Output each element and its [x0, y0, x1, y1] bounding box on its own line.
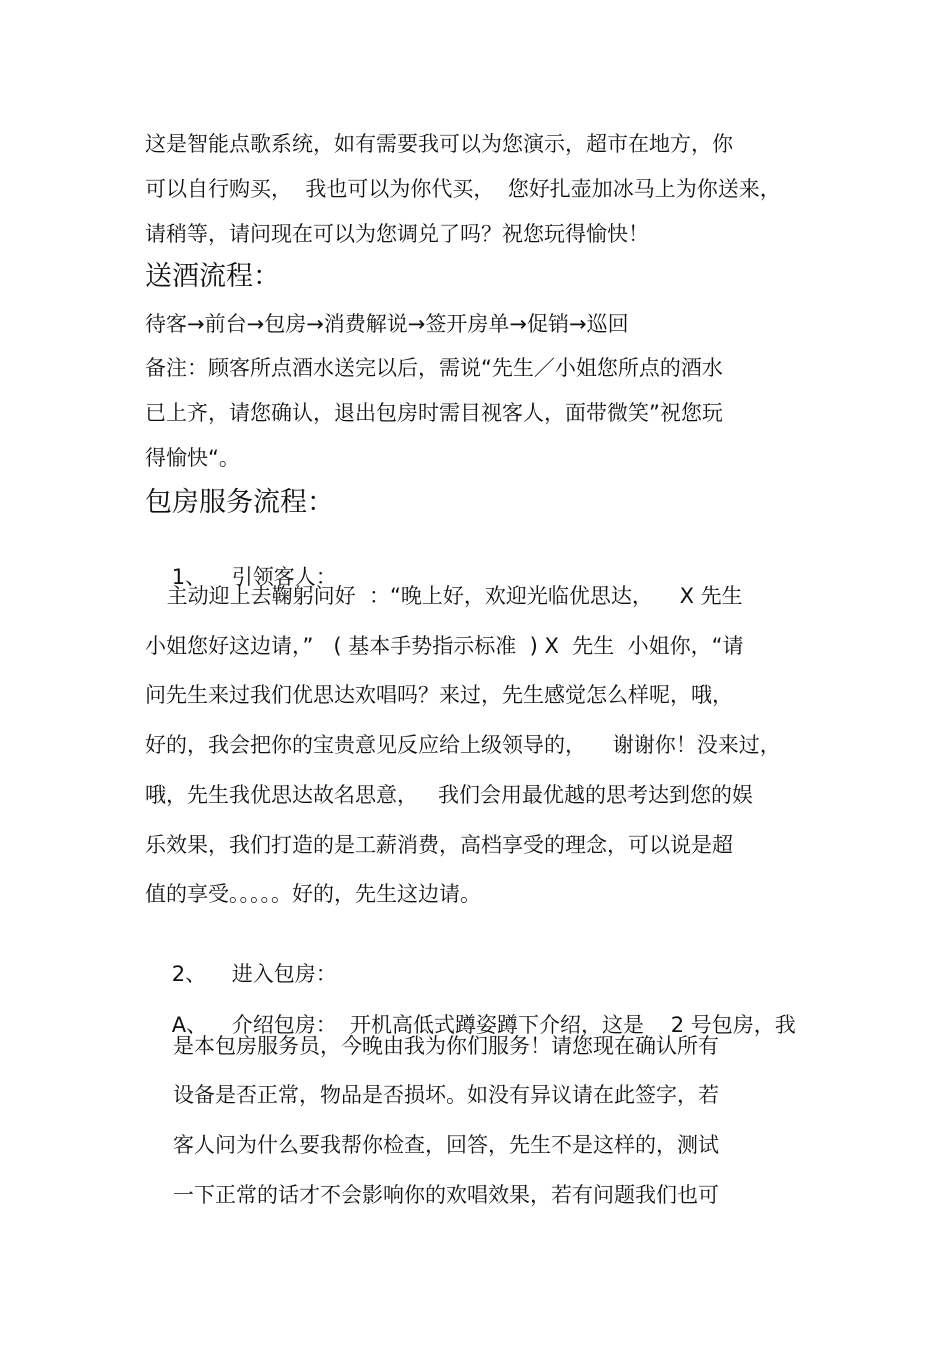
intro-line: 请稍等，请问现在可以为您调兑了吗？祝您玩得愉快！ [145, 222, 649, 246]
step1-line: 小姐您好这边请，” ( 基本手势指示标准 ) X 先生 小姐你，“请 [145, 634, 744, 658]
step1-number: 1、 [171, 565, 207, 589]
step2-number: 2、 [171, 962, 207, 986]
step2-title: 进入包房： [231, 962, 337, 986]
wine-delivery-flow: 待客→前台→包房→消费解说→签开房单→促销→巡回 [145, 312, 629, 336]
step1-line: 问先生来过我们优思达欢唱吗？来过，先生感觉怎么样呢，哦， [145, 683, 733, 707]
step2a-line: 客人问为什么要我帮你检查，回答，先生不是这样的，测试 [173, 1133, 719, 1157]
wine-delivery-heading: 送酒流程： [145, 261, 280, 292]
intro-line: 这是智能点歌系统，如有需要我可以为您演示，超市在地方，你 [145, 132, 733, 156]
step1-line: 乐效果，我们打造的是工薪消费，高档享受的理念，可以说是超 [145, 833, 733, 857]
wine-delivery-note-line: 得愉快“。 [145, 446, 240, 470]
step1-line: 哦，先生我优思达故名思意， 我们会用最优越的思考达到您的娱 [145, 783, 754, 807]
room-service-heading: 包房服务流程： [145, 487, 334, 518]
step1-line: 主动迎上去鞠躬问好 ：“晚上好，欢迎光临优思达， X 先生 [160, 584, 743, 608]
step1-line: 值的享受。。。。。好的，先生这边请。 [145, 882, 481, 906]
step1-line: 好的，我会把你的宝贵意见反应给上级领导的， 谢谢你！没来过， [145, 733, 781, 757]
wine-delivery-note-line: 已上齐，请您确认，退出包房时需目视客人，面带微笑”祝您玩 [145, 401, 723, 425]
step2a-text: 介绍包房： 开机高低式蹲姿蹲下介绍，这是 2 号包房，我 [231, 1013, 796, 1037]
step2a-label: A、 [171, 1013, 208, 1037]
wine-delivery-note-line: 备注：顾客所点酒水送完以后，需说“先生／小姐您所点的酒水 [145, 356, 723, 380]
intro-line: 可以自行购买， 我也可以为你代买， 您好扎壶加冰马上为你送来， [145, 177, 781, 201]
step2a-line: 设备是否正常，物品是否损坏。如没有异议请在此签字，若 [173, 1083, 719, 1107]
step2a-line: 是本包房服务员，今晚由我为你们服务！请您现在确认所有 [173, 1034, 719, 1058]
step1-title: 引领客人： [231, 565, 337, 589]
step2a-line: 一下正常的话才不会影响你的欢唱效果，若有问题我们也可 [173, 1183, 719, 1207]
